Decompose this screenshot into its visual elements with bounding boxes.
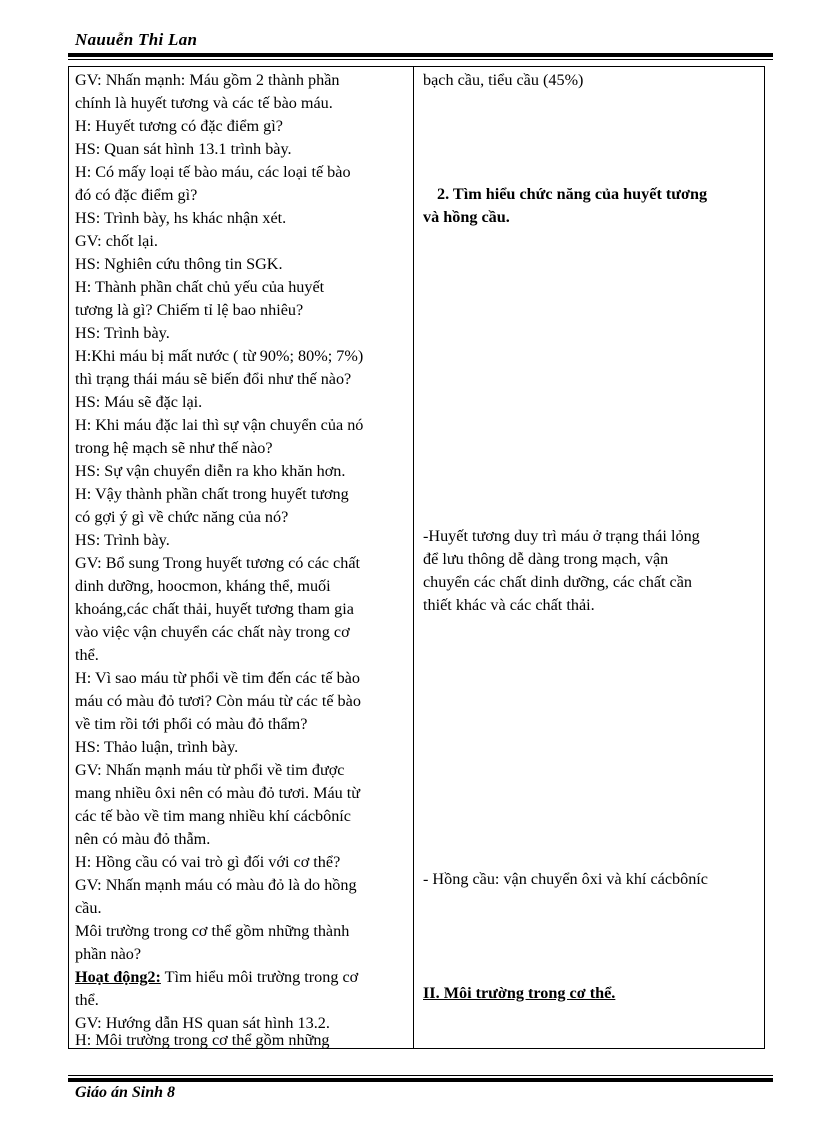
left-line: HS: Trình bày, hs khác nhận xét. bbox=[75, 209, 287, 227]
header-rule-thin bbox=[68, 59, 773, 60]
left-line: HS: Trình bày. bbox=[75, 324, 170, 342]
footer-title: Giáo án Sinh 8 bbox=[75, 1084, 176, 1101]
left-line: H: Vì sao máu từ phổi về tim đến các tế bào bbox=[75, 669, 360, 687]
left-line: phần nào? bbox=[75, 945, 142, 963]
left-line: H: Có mấy loại tế bào máu, các loại tế bào bbox=[75, 163, 351, 181]
left-line: trong hệ mạch sẽ như thế nào? bbox=[75, 439, 273, 457]
left-line: khoáng,các chất thải, huyết tương tham gia bbox=[75, 600, 354, 618]
left-line: về tim rồi tới phổi có màu đỏ thẩm? bbox=[75, 715, 308, 733]
left-line: mang nhiều ôxi nên có màu đỏ tươi. Máu từ bbox=[75, 784, 361, 802]
left-line: GV: Bổ sung Trong huyết tương có các chất bbox=[75, 554, 360, 572]
teaching-activities-column bbox=[69, 67, 414, 1048]
section2-heading: 2. Tìm hiểu chức năng của huyết tương bbox=[437, 185, 708, 203]
left-line: HS: Máu sẽ đặc lại. bbox=[75, 393, 203, 411]
left-line: HS: Thảo luận, trình bày. bbox=[75, 738, 239, 756]
left-line: thể. bbox=[75, 991, 99, 1009]
left-line: thể. bbox=[75, 646, 99, 664]
activity-text: Tìm hiểu môi trường trong cơ bbox=[160, 968, 359, 986]
lesson-table bbox=[68, 66, 765, 1049]
left-line: H: Hồng cầu có vai trò gì đối với cơ thể? bbox=[75, 853, 341, 871]
left-line: chính là huyết tương và các tế bào máu. bbox=[75, 94, 333, 112]
left-line: có gợi ý gì về chức năng của nó? bbox=[75, 508, 289, 526]
activity-label: Hoạt động2: bbox=[75, 968, 161, 986]
blood-cells-text: bạch cầu, tiểu cầu (45%) bbox=[423, 71, 584, 89]
red-cell-function: - Hồng cầu: vận chuyển ôxi và khí cácbôníc bbox=[423, 870, 708, 888]
header-rule bbox=[68, 53, 773, 57]
left-line: thì trạng thái máu sẽ biến đổi như thế nào? bbox=[75, 370, 352, 388]
left-line: Môi trường trong cơ thể gồm những thành bbox=[75, 922, 350, 940]
plasma-function-line: -Huyết tương duy trì máu ở trạng thái lỏng bbox=[423, 527, 700, 545]
left-line: HS: Trình bày. bbox=[75, 531, 170, 549]
left-line: đó có đặc điểm gì? bbox=[75, 186, 198, 204]
plasma-function-line: để lưu thông dễ dàng trong mạch, vận bbox=[423, 550, 669, 568]
left-line: H: Môi trường trong cơ thể gồm những bbox=[75, 1031, 330, 1049]
left-line: H:Khi máu bị mất nước ( từ 90%; 80%; 7%) bbox=[75, 347, 364, 365]
plasma-function-line: chuyển các chất dinh dưỡng, các chất cần bbox=[423, 573, 693, 591]
left-line: cầu. bbox=[75, 899, 102, 917]
left-line: vào việc vận chuyển các chất này trong cơ bbox=[75, 623, 350, 641]
left-line: HS: Nghiên cứu thông tin SGK. bbox=[75, 255, 283, 273]
left-line: H: Khi máu đặc lai thì sự vận chuyển của nó bbox=[75, 416, 364, 434]
footer-rule bbox=[68, 1078, 773, 1082]
left-line: HS: Sự vận chuyển diễn ra kho khăn hơn. bbox=[75, 462, 346, 480]
left-line: GV: chốt lại. bbox=[75, 232, 158, 250]
content-column bbox=[414, 67, 764, 1048]
section3-heading: II. Môi trường trong cơ thể. bbox=[423, 984, 616, 1002]
header-author: Nauuễn Thi Lan bbox=[75, 30, 198, 49]
left-line: dinh dưỡng, hoocmon, kháng thể, muối bbox=[75, 577, 331, 595]
left-line: các tế bào về tim mang nhiều khí cácbôníc bbox=[75, 807, 351, 825]
left-line: tương là gì? Chiếm tỉ lệ bao nhiêu? bbox=[75, 301, 304, 319]
left-line: GV: Hướng dẫn HS quan sát hình 13.2. bbox=[75, 1014, 330, 1032]
left-line: nên có màu đỏ thẫm. bbox=[75, 830, 211, 848]
left-line: GV: Nhấn mạnh máu từ phổi về tim được bbox=[75, 761, 345, 779]
footer-rule-thin bbox=[68, 1075, 773, 1076]
plasma-function-line: thiết khác và các chất thải. bbox=[423, 596, 595, 614]
left-line: HS: Quan sát hình 13.1 trình bày. bbox=[75, 140, 292, 158]
left-line: GV: Nhấn mạnh: Máu gồm 2 thành phần bbox=[75, 71, 340, 89]
left-line: H: Vậy thành phần chất trong huyết tương bbox=[75, 485, 349, 503]
activity-heading-line bbox=[75, 966, 358, 988]
section2-heading-cont: và hồng cầu. bbox=[423, 208, 510, 226]
left-line: H: Thành phần chất chủ yếu của huyết bbox=[75, 278, 325, 296]
left-line: máu có màu đỏ tươi? Còn máu từ các tế bào bbox=[75, 692, 361, 710]
left-line: GV: Nhấn mạnh máu có màu đỏ là do hồng bbox=[75, 876, 357, 894]
left-line: H: Huyết tương có đặc điểm gì? bbox=[75, 117, 283, 135]
